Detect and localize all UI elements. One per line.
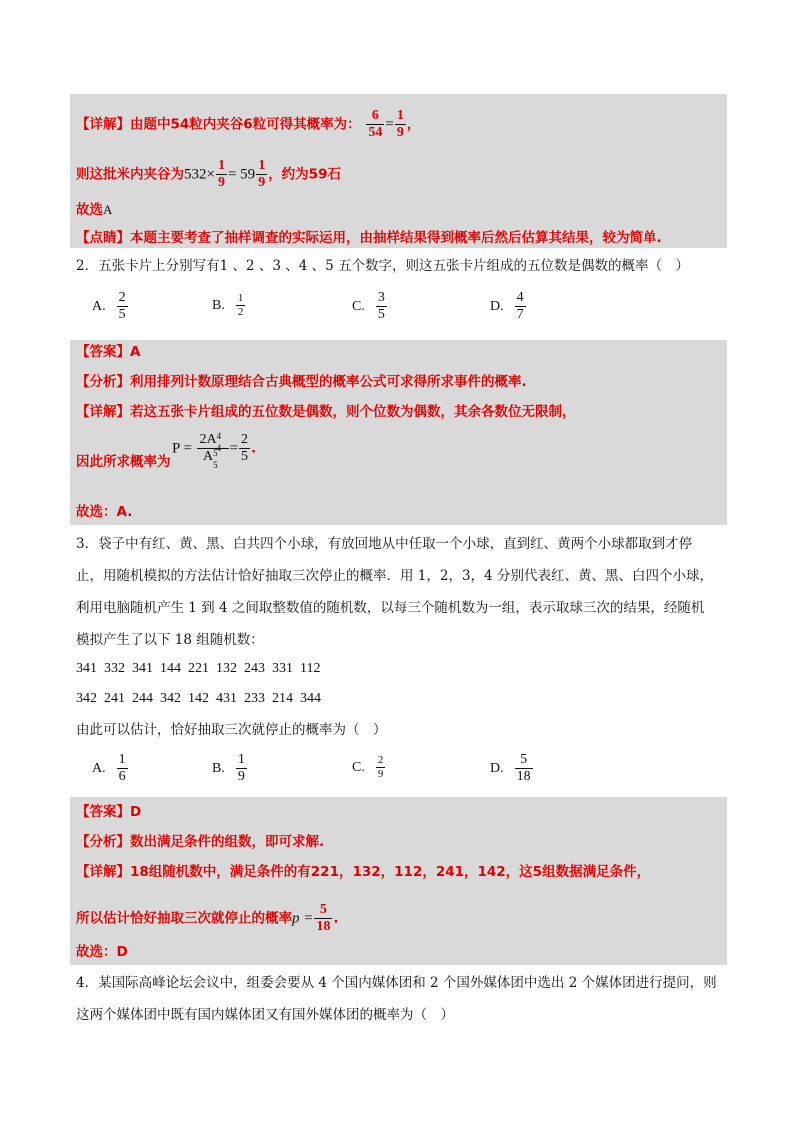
q1-detail-line: 【详解】由题中54粒内夹谷6粒可得其概率为： $\frac{6}{54}$ = $\frac{1}{9}$ ， <box>76 108 421 140</box>
q3-option-c: C. $\frac{2}{9}$ <box>352 754 384 780</box>
q2-option-b: B. $\frac{1}{2}$ <box>212 292 244 318</box>
q3-stem-line-1: 3．袋子中有红、黄、黑、白共四个小球，有放回地从中任取一个小球，直到红、黄两个小球都取到才停 <box>76 536 693 552</box>
q3-stem-line-3: 利用电脑随机产生 1 到 4 之间取整数值的随机数，以每三个随机数为一组，表示取球三次的结果，经随机 <box>76 600 705 616</box>
q2-detail-line: 【详解】若这五张卡片组成的五位数是偶数，则个位数为偶数，其余各数位无限制， <box>76 404 576 420</box>
q3-numbers-row-2: 342 241 244 342 142 431 233 214 344 <box>76 691 321 706</box>
q1-choice-line: 故选A <box>76 202 113 218</box>
q4-stem-line-2: 这两个媒体团中既有国内媒体团又有国外媒体团的概率为（ ） <box>76 1007 454 1023</box>
q2-stem: 2．五张卡片上分别写有1 、2 、3 、4 、5 五个数字，则这五张卡片组成的五位数是偶数的概率（ ） <box>76 258 689 274</box>
q3-stem-line-2: 止，用随机模拟的方法估计恰好抽取三次停止的概率．用 1，2，3，4 分别代表红、黄、黑、白四个小球， <box>76 568 713 584</box>
q3-option-a: A. $\frac{1}{6}$ <box>92 752 126 784</box>
q2-option-c: C. $\frac{3}{5}$ <box>352 290 385 322</box>
q2-conclude-line: 因此所求概率为 <box>76 454 171 470</box>
fraction-1-9: $\frac{1}{9}$ <box>396 108 404 140</box>
q4-stem-line-1: 4．某国际高峰论坛会议中，组委会要从 4 个国内媒体团和 2 个国外媒体团中选出 2 个媒体团进行提问，则 <box>76 975 717 991</box>
q3-conclude-line: 所以估计恰好抽取三次就停止的概率p = $\frac{5}{18}$ . <box>76 902 339 934</box>
q3-option-b: B. $\frac{1}{9}$ <box>212 752 245 784</box>
q3-option-d: D. $\frac{5}{18}$ <box>490 752 531 784</box>
detail-label: 【详解】 <box>76 116 130 133</box>
detail-text: 由题中54粒内夹谷6粒可得其概率为： <box>130 116 361 133</box>
q3-question: 由此可以估计，恰好抽取三次就停止的概率为（ ） <box>76 722 387 738</box>
q2-option-a: A. $\frac{2}{5}$ <box>92 290 126 322</box>
q3-choice-line: 故选：D <box>76 944 128 960</box>
q2-analysis-line: 【分析】利用排列计数原理结合古典概型的概率公式可求得所求事件的概率. <box>76 374 527 390</box>
q1-estimate-line: 则这批米内夹谷为532× $\frac{1}{9}$ = 59 $\frac{1}{9}$ ，约为59石 <box>76 158 341 190</box>
fraction-6-54: $\frac{6}{54}$ <box>368 108 383 140</box>
q3-numbers-row-1: 341 332 341 144 221 132 243 331 112 <box>76 661 321 676</box>
q1-comment-line: 【点睛】本题主要考查了抽样调查的实际运用，由抽样结果得到概率后然后估算其结果，较为简单. <box>76 230 662 246</box>
fraction-perm: 2A 4 4 A 5 5 <box>197 432 228 465</box>
q3-stem-line-4: 模拟产生了以下 18 组随机数： <box>76 632 264 648</box>
q2-formula-line: P = 2A 4 4 A 5 5 = $\frac{2}{5}$ . <box>172 431 257 471</box>
q2-choice-line: 故选：A. <box>76 504 133 520</box>
q2-option-d: D. $\frac{4}{7}$ <box>490 290 524 322</box>
q3-detail-line: 【详解】18组随机数中，满足条件的有221，132，112，241，142，这5组数据满足条件， <box>76 864 651 880</box>
estimate-text: 则这批米内夹谷为 <box>76 166 184 183</box>
q3-answer-line: 【答案】D <box>76 804 142 820</box>
solution-block-q2 <box>70 340 727 525</box>
q2-answer-line: 【答案】A <box>76 344 141 360</box>
q3-analysis-line: 【分析】数出满足条件的组数，即可求解. <box>76 834 325 850</box>
